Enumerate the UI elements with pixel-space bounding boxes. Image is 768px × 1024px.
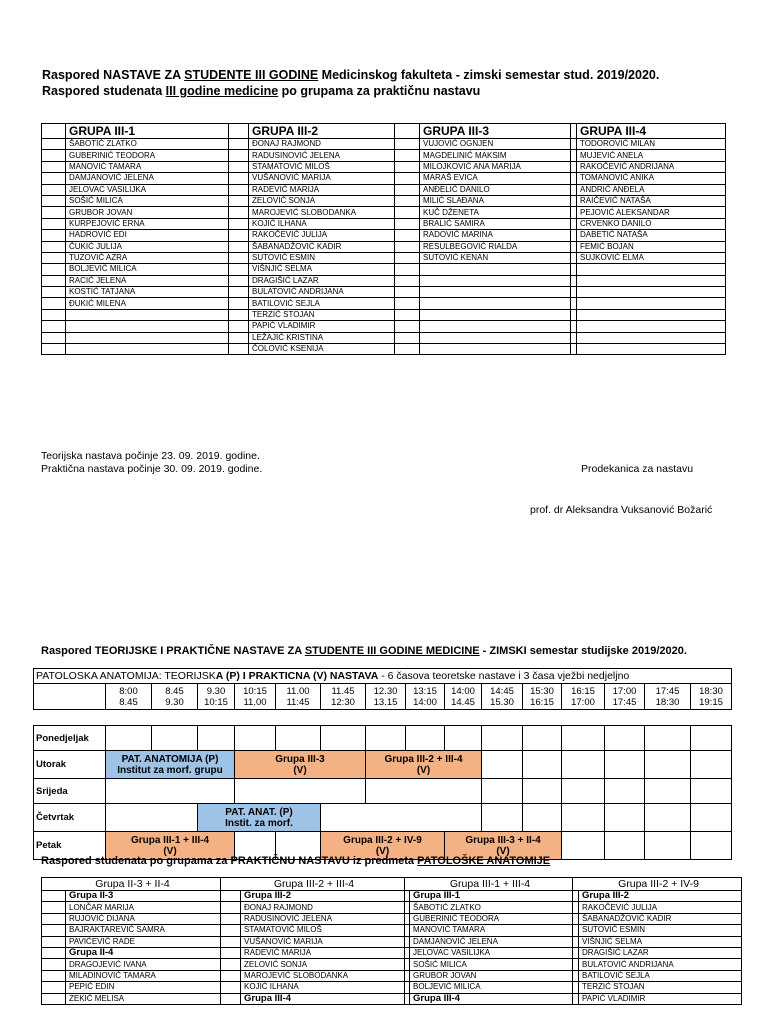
student-name: DRAGIŠIĆ LAZAR [249,275,395,286]
student-name: BOLJEVIĆ MILICA [410,982,573,993]
table-row [42,959,742,970]
student-name [420,287,571,298]
student-name: PEJOVIĆ ALEKSANDAR [577,207,726,218]
student-name [577,344,726,355]
group-header: GRUPA III-2 [249,124,395,139]
table-row [42,173,726,184]
student-name [420,275,571,286]
student-name [577,309,726,320]
student-name: VIŠNJIĆ SELMA [249,264,395,275]
time-slot: 10:15 11.00 [235,684,276,710]
time-slot: 17:00 17:45 [605,684,645,710]
schedule-subject: PATOLOSKA ANATOMIJA: TEORIJSKA (P) I PRAKTICNA (V) NASTAVA - 6 časova teoretske nastave i 3 časa vježbi nedjeljno [34,669,732,684]
student-name: MILIĆ SLAĐANA [420,195,571,206]
practice-start-text: Praktična nastava počinje 30. 09. 2019. godine. [41,463,263,475]
time-slot: 9.30 10:15 [198,684,235,710]
time-slot: 18:30 19:15 [691,684,732,710]
student-name: ĐONAJ RAJMOND [249,139,395,150]
table-row [42,332,726,343]
student-name: KOJIĆ ILHANA [241,982,405,993]
student-name: TOMANOVIĆ ANIKA [577,173,726,184]
student-name: BOLJEVIĆ MILICA [66,264,229,275]
student-name: ANDRIĆ ANĐELA [577,184,726,195]
signature-name: prof. dr Aleksandra Vuksanović Božarić [530,504,713,516]
table-row [42,241,726,252]
student-name: BATILOVIĆ SEJLA [579,970,742,981]
table-row [42,195,726,206]
student-name: ŠABOTIĆ ZLATKO [410,902,573,913]
day-wednesday: Srijeda [34,779,106,804]
table-row [42,982,742,993]
student-name: RADEVIĆ MARIJA [249,184,395,195]
student-name [420,344,571,355]
time-slot: 15:30 16:15 [523,684,562,710]
student-name: RESULBEGOVIĆ RIALDA [420,241,571,252]
student-name: ČOLOVIĆ KSENIJA [249,344,395,355]
student-name: KUČ DŽENETA [420,207,571,218]
time-slot: 14:00 14.45 [445,684,482,710]
time-slot: 14:45 15.30 [482,684,523,710]
student-name: MAGDELINIĆ MAKSIM [420,150,571,161]
table-row [42,252,726,263]
student-name: ZELOVIĆ SONJA [241,959,405,970]
theory-start-text: Teorijska nastava počinje 23. 09. 2019. godine. [41,450,260,462]
time-slot: 17:45 18:30 [645,684,691,710]
time-slot: 11.00 11:45 [276,684,321,710]
student-name: RADEVIĆ MARIJA [241,947,405,958]
block-tuesday-group-iii-3: Grupa III-3 (V) [235,751,366,779]
combined-group-header: Grupa III-1 + III-4 [405,878,573,891]
table-row [42,309,726,320]
student-name: RADUSINOVIĆ JELENA [241,913,405,924]
group-header: GRUPA III-3 [420,124,571,139]
practical-groups-table [41,877,742,1005]
student-name: MARAŠ EVICA [420,173,571,184]
student-name [420,298,571,309]
student-name [420,321,571,332]
student-name: CRVENKO DANILO [577,218,726,229]
student-name [66,332,229,343]
doc-title-line-2: Raspored studenata III godine medicine po grupama za praktičnu nastavu [42,84,481,98]
table-row [42,275,726,286]
student-name: JELOVAC VASILIJKA [410,947,573,958]
block-tuesday-theory: PAT. ANATOMIJA (P) Institut za morf. grupu [106,751,235,779]
student-name: SUTOVIĆ ESMIN [579,925,742,936]
student-name: DAMJANOVIĆ JELENA [66,173,229,184]
student-name: STAMATOVIĆ MILOŠ [241,925,405,936]
table-row [42,298,726,309]
student-name [577,298,726,309]
student-name: MAROJEVIĆ SLOBODANKA [249,207,395,218]
subgroup-label: Grupa III-4 [410,993,573,1004]
subgroup-label: Grupa III-2 [241,891,405,902]
combined-group-header: Grupa III-2 + IV-9 [573,878,742,891]
subgroup-label: Grupa II-4 [66,947,221,958]
subgroup-label: Grupa III-2 [579,891,742,902]
student-name: VIŠNJIĆ SELMA [579,936,742,947]
table-row [42,207,726,218]
student-name: DAMJANOVIĆ JELENA [410,936,573,947]
student-name: GRUBOR JOVAN [410,970,573,981]
time-slot: 16:15 17:00 [562,684,605,710]
student-name: MAROJEVIĆ SLOBODANKA [241,970,405,981]
table-row [42,184,726,195]
combined-group-header: Grupa III-2 + III-4 [221,878,405,891]
student-name: MANOVIĆ TAMARA [410,925,573,936]
student-name: RUJOVIĆ DIJANA [66,913,221,924]
student-name: VUJOVIĆ OGNJEN [420,139,571,150]
table-row [42,891,742,902]
group-header: GRUPA III-1 [66,124,229,139]
doc-title-line-1: Raspored NASTAVE ZA STUDENTE III GODINE Medicinskog fakulteta - zimski semestar stud. 2019/2020. [42,68,660,82]
student-name: MANOVIĆ TAMARA [66,161,229,172]
table-row [42,287,726,298]
student-name: SUTOVIĆ KENAN [420,252,571,263]
student-name [420,264,571,275]
student-name: ZEKIĆ MELISA [66,993,221,1004]
table-row [42,321,726,332]
student-name: PAPIĆ VLADIMIR [249,321,395,332]
student-name: LEŽAJIĆ KRISTINA [249,332,395,343]
student-name: TODOROVIĆ MILAN [577,139,726,150]
student-name: KURPEJOVIĆ ERNA [66,218,229,229]
student-name: SOŠIĆ MILICA [410,959,573,970]
table-row [42,230,726,241]
student-name [577,321,726,332]
block-tuesday-group-iii-2-iii-4: Grupa III-2 + III-4 (V) [366,751,482,779]
student-name [420,332,571,343]
student-name: ŠABOTIĆ ZLATKO [66,139,229,150]
student-name [577,332,726,343]
student-name: STAMATOVIĆ MILOŠ [249,161,395,172]
student-name: GRUBOR JOVAN [66,207,229,218]
time-slot: 8.45 9.30 [152,684,198,710]
student-name [577,287,726,298]
student-name: PAVIĆEVIĆ RADE [66,936,221,947]
student-name: LONČAR MARIJA [66,902,221,913]
student-name: VUŠANOVIĆ MARIJA [249,173,395,184]
student-name: SOŠIĆ MILICA [66,195,229,206]
table-row [42,936,742,947]
student-name: TUZOVIĆ AZRA [66,252,229,263]
student-name: GUBERINIĆ TEODORA [66,150,229,161]
student-name: RACIĆ JELENA [66,275,229,286]
time-slot: 12.30 13.15 [366,684,406,710]
block-friday-group-iii-1-iii-4: Grupa III-1 + III-4 (V) [106,832,235,860]
table-row [42,913,742,924]
subgroup-label: Grupa III-4 [241,993,405,1004]
student-name [577,264,726,275]
student-name: FEMIĆ BOJAN [577,241,726,252]
student-name: KOSTIĆ TATJANA [66,287,229,298]
table-row [42,970,742,981]
student-name: ZELOVIĆ SONJA [249,195,395,206]
signature-title: Prodekanica za nastavu [581,463,694,475]
student-name: ČUKIĆ JULIJA [66,241,229,252]
time-slot: 8:00 8.45 [106,684,152,710]
subgroup-label: Grupa III-1 [410,891,573,902]
combined-group-header: Grupa II-3 + II-4 [42,878,221,891]
table-row [42,264,726,275]
day-tuesday: Utorak [34,751,106,779]
table-row [42,218,726,229]
schedule-heading: Raspored TEORIJSKE I PRAKTIČNE NASTAVE ZA STUDENTE III GODINE MEDICINE - ZIMSKI semestar studijske 2019/2020. [41,645,687,657]
table-row [42,150,726,161]
student-name: MILADINOVIĆ TAMARA [66,970,221,981]
group-header: GRUPA III-4 [577,124,726,139]
table-row [42,947,742,958]
student-name: MILOJKOVIĆ ANA MARIJA [420,161,571,172]
day-monday: Ponedjeljak [34,726,106,751]
student-name [66,321,229,332]
student-name: ŠABANADŽOVIĆ KADIR [579,913,742,924]
student-name: RAKOČEVIĆ JULIJA [579,902,742,913]
student-name: GUBERINIĆ TEODORA [410,913,573,924]
table-row [42,993,742,1004]
student-name: TERZIĆ STOJAN [249,309,395,320]
student-name: HADROVIĆ EDI [66,230,229,241]
student-name [577,275,726,286]
block-friday-group-iii-3-ii-4: Grupa III-3 + II-4 (V) [445,832,562,860]
student-name: ŠABANADŽOVIĆ KADIR [249,241,395,252]
student-name: SUJKOVIĆ ELMA [577,252,726,263]
table-row [42,902,742,913]
student-name: ĐONAJ RAJMOND [241,902,405,913]
block-thursday-theory: PAT. ANAT. (P) Instit. za morf. [198,804,321,832]
student-name: RADOVIĆ MARINA [420,230,571,241]
student-name: ANĐELIĆ DANILO [420,184,571,195]
student-name: BULATOVIĆ ANDRIJANA [249,287,395,298]
groups-table [41,123,726,355]
schedule-table [33,668,732,860]
student-name [66,344,229,355]
student-name: SUTOVIĆ ESMIN [249,252,395,263]
table-row [42,139,726,150]
student-name: DABETIĆ NATAŠA [577,230,726,241]
block-friday-group-iii-2-iv-9: Grupa III-2 + IV-9 (V) [321,832,445,860]
student-name: RAKOČEVIĆ ANDRIJANA [577,161,726,172]
student-name: BRALIĆ SAMIRA [420,218,571,229]
table-row [42,344,726,355]
student-name: BATILOVIĆ SEJLA [249,298,395,309]
student-name [420,309,571,320]
time-slot: 11.45 12:30 [321,684,366,710]
time-slot: 13:15 14:00 [406,684,445,710]
subgroup-label: Grupa II-3 [66,891,221,902]
student-name: ĐUKIĆ MILENA [66,298,229,309]
student-name: VUŠANOVIĆ MARIJA [241,936,405,947]
student-name: MUJEVIĆ ANELA [577,150,726,161]
day-thursday: Četvrtak [34,804,106,832]
day-friday: Petak [34,832,106,860]
practical-heading: Raspored studenata po grupama za PRAKTIČNU NASTAVU iz predmeta PATOLOŠKE ANATOMIJE [41,855,551,867]
student-name: PEPIĆ EDIN [66,982,221,993]
student-name [66,309,229,320]
student-name: RAIČEVIĆ NATAŠA [577,195,726,206]
table-row [42,925,742,936]
student-name: DRAGIŠIĆ LAZAR [579,947,742,958]
student-name: TERZIĆ STOJAN [579,982,742,993]
student-name: RADUSINOVIĆ JELENA [249,150,395,161]
student-name: BULATOVIĆ ANDRIJANA [579,959,742,970]
student-name: BAJRAKTAREVIĆ SAMRA [66,925,221,936]
table-row [42,161,726,172]
student-name: DRAGOJEVIĆ IVANA [66,959,221,970]
student-name: PAPIĆ VLADIMIR [579,993,742,1004]
student-name: KOJIĆ ILHANA [249,218,395,229]
student-name: JELOVAC VASILIJKA [66,184,229,195]
student-name: RAKOČEVIĆ JULIJA [249,230,395,241]
